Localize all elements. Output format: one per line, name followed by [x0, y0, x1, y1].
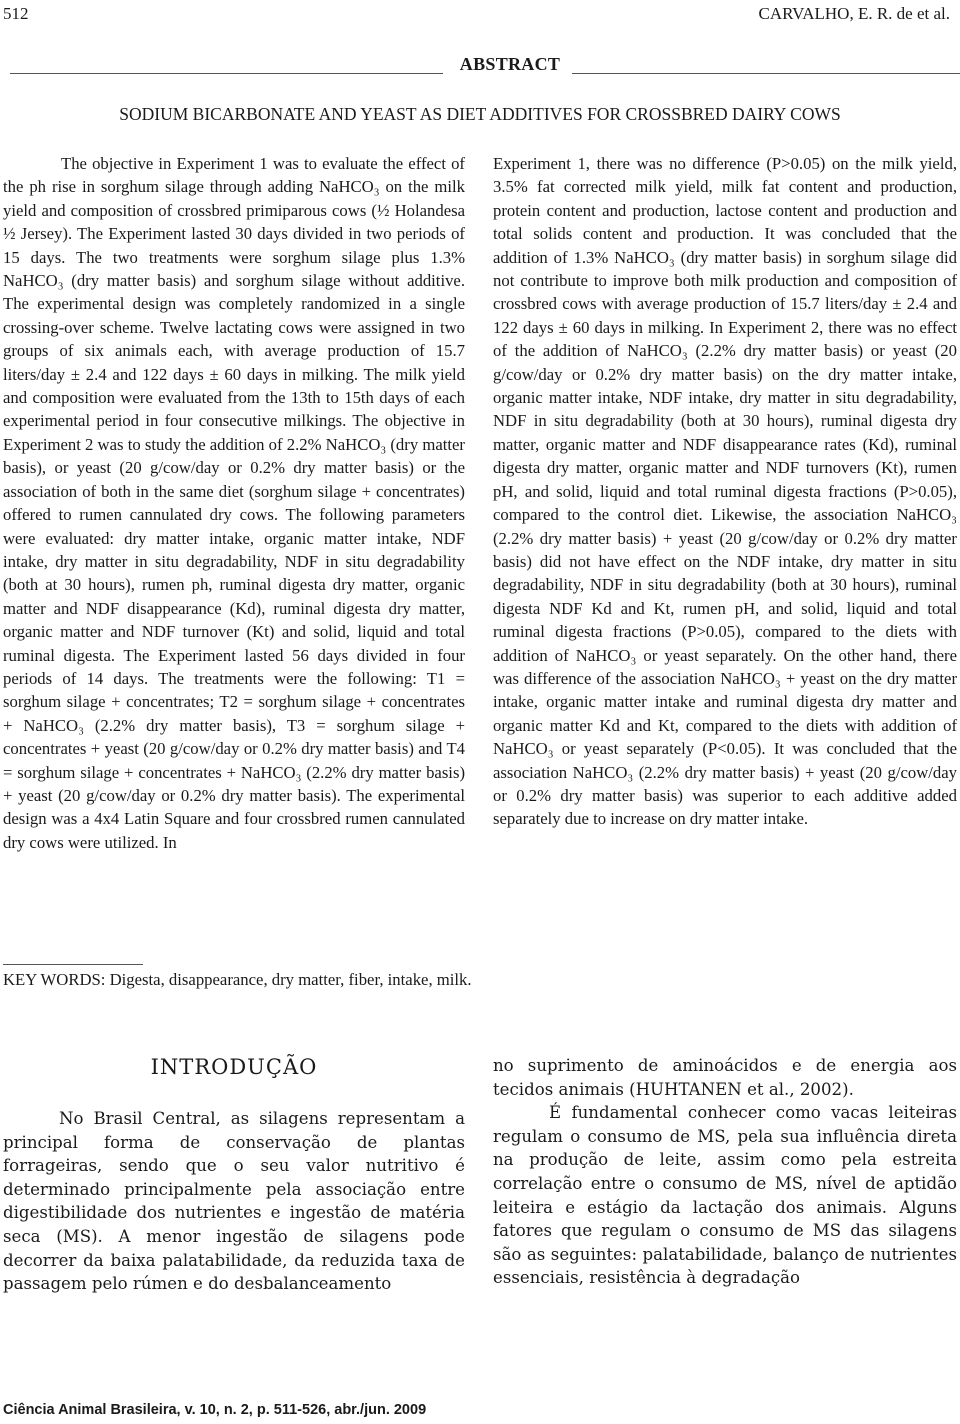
abstract-left-column [3, 152, 465, 854]
abstract-right-column [493, 152, 957, 831]
keywords: KEY WORDS: Digesta, disappearance, dry matter, fiber, intake, milk. [3, 970, 472, 989]
abstract-rule-right [572, 73, 960, 74]
intro-right-column [493, 1054, 957, 1290]
abstract-rule-left [10, 73, 443, 74]
keywords-rule [3, 964, 143, 965]
intro-right-paragraph-1: no suprimento de aminoácidos e de energia aos tecidos animais (HUHTANEN et al., 2002). [493, 1056, 957, 1099]
intro-left-column [3, 1107, 465, 1296]
intro-heading: INTRODUÇÃO [150, 1055, 318, 1079]
intro-right-paragraph-2: É fundamental conhecer como vacas leiteiras regulam o consumo de MS, pela sua influência direta na produção de leite, assim como pela estreita correlação entre o consumo de MS, nível de aptidão leiteira e estágio da lactação dos animais. Alguns fatores que regulam o consumo de MS das silagens são as seguintes: palatabilidade, balanço de nutrientes essenciais, resistência à degradação [493, 1103, 957, 1288]
intro-left-paragraph: No Brasil Central, as silagens representam a principal forma de conservação de plantas forrageiras, sendo que o seu valor nutritivo é determinado principalmente pela associação entre digestibilidade dos nutrientes e ingestão de matéria seca (MS). A menor ingestão de silagens pode decorrer da baixa palatabilidade, da reduzida taxa de passagem pelo rúmen e do desbalanceamento [3, 1109, 465, 1294]
abstract-title: SODIUM BICARBONATE AND YEAST AS DIET ADDITIVES FOR CROSSBRED DAIRY COWS [119, 104, 841, 124]
journal-citation: Ciência Animal Brasileira, v. 10, n. 2, p. 511-526, abr./jun. 2009 [3, 1402, 427, 1418]
abstract-right-text: Experiment 1, there was no difference (P>0.05) on the milk yield, 3.5% fat corrected milk yield, milk fat content and production, protein content and production, lactose content and production and total solids content and production. It was concluded that the addition of 1.3% NaHCO₃ (dry matter basis) in sorghum silage did not contribute to improve both milk production and composition of crossbred cows with average production of 15.7 liters/day ± 2.4 and 122 days ± 60 days in milking. In Experiment 2, there was no effect of the addition of NaHCO₃ (2.2% dry matter basis) or yeast (20 g/cow/day or 0.2% dry matter basis) on the dry matter intake, organic matter intake, NDF intake, dry matter in situ degradability, NDF in situ degradability (both at 30 hours), ruminal digesta dry matter, organic matter and NDF disappearance rates (Kd), ruminal digesta dry matter, organic matter and NDF turnovers (Kt), rumen pH, and solid, liquid and total ruminal digesta fractions (P>0.05), compared to the control diet. Likewise, the association NaHCO₃ (2.2% dry matter basis) + yeast (20 g/cow/day or 0.2% dry matter basis) did not have effect on the NDF intake, dry matter in situ degradability, NDF in situ degradability (both at 30 hours), ruminal digesta NDF Kd and Kt, rumen pH, and solid, liquid and total ruminal digesta fractions (P>0.05), compared to the diets with addition of NaHCO₃ or yeast separately. On the other hand, there was difference of the association NaHCO₃ + yeast on the dry matter intake, organic matter intake and ruminal digesta dry matter and organic matter Kd and Kt, compared to the diets with addition of NaHCO₃ or yeast separately (P<0.05). It was concluded that the association NaHCO₃ (2.2% dry matter basis) + yeast (20 g/cow/day or 0.2% dry matter basis) was superior to each additive added separately due to increase on dry matter intake. [493, 154, 957, 829]
abstract-left-text: The objective in Experiment 1 was to evaluate the effect of the ph rise in sorghum silage through adding NaHCO₃ on the milk yield and composition of crossbred primiparous cows (½ Holandesa ½ Jersey). The Experiment lasted 30 days divided in two periods of 15 days. The two treatments were sorghum silage plus 1.3% NaHCO₃ (dry matter basis) and sorghum silage without additive. The experimental design was completely randomized in a single crossing-over scheme. Twelve lactating cows were assigned in two groups of six animals each, with average production of 15.7 liters/day ± 2.4 and 122 days ± 60 days in milking. The milk yield and composition were evaluated from the 13th to 15th days of each experimental period in four consecutive milkings. The objective in Experiment 2 was to study the addition of 2.2% NaHCO₃ (dry matter basis), or yeast (20 g/cow/day or 0.2% dry matter basis) or the association of both in the same diet (sorghum silage + concentrates) offered to rumen cannulated dry cows. The following parameters were evaluated: dry matter intake, organic matter intake, NDF intake, dry matter in situ degradability, NDF in situ degradability (both at 30 hours), rumen ph, ruminal digesta dry matter, organic matter and NDF disappearance (Kd), ruminal digesta dry matter, organic matter and NDF turnover (Kt) and solid, liquid and total ruminal digesta. The Experiment lasted 56 days divided in four periods of 14 days. The treatments were the following: T1 = sorghum silage + concentrates; T2 = sorghum silage + concentrates + NaHCO₃ (2.2% dry matter basis), T3 = sorghum silage + concentrates + yeast (20 g/cow/day or 0.2% dry matter basis) and T4 = sorghum silage + concentrates + NaHCO₃ (2.2% dry matter basis) + yeast (20 g/cow/day or 0.2% dry matter basis). The experimental design was a 4x4 Latin Square and four crossbred rumen cannulated dry cows were utilized. In [3, 154, 465, 852]
abstract-heading: ABSTRACT [459, 54, 561, 74]
page-number: 512 [3, 4, 29, 23]
running-head: CARVALHO, E. R. de et al. [758, 4, 950, 23]
